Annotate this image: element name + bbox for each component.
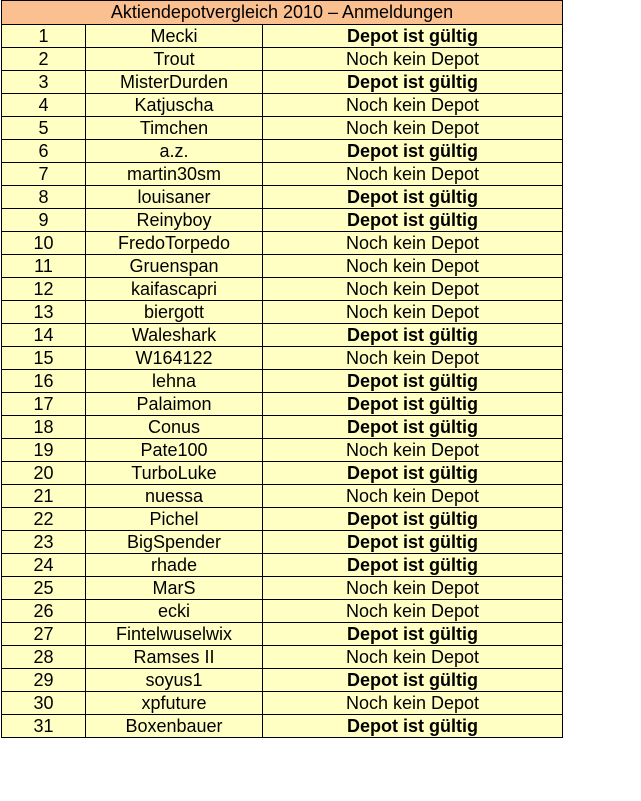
table-row (2, 347, 563, 370)
table-row (2, 623, 563, 646)
row-number: 11 (2, 255, 86, 278)
participant-name: nuessa (86, 485, 263, 508)
row-number: 6 (2, 140, 86, 163)
participant-name: MarS (86, 577, 263, 600)
table-row (2, 209, 563, 232)
depot-status: Depot ist gültig (263, 324, 563, 347)
participant-name: MisterDurden (86, 71, 263, 94)
participant-name: Ramses II (86, 646, 263, 669)
participant-name: louisaner (86, 186, 263, 209)
participant-name: Mecki (86, 25, 263, 48)
depot-status: Noch kein Depot (263, 577, 563, 600)
depot-status: Noch kein Depot (263, 600, 563, 623)
table-row (2, 278, 563, 301)
table-row (2, 531, 563, 554)
participant-name: soyus1 (86, 669, 263, 692)
table-row (2, 577, 563, 600)
participant-name: TurboLuke (86, 462, 263, 485)
participant-name: BigSpender (86, 531, 263, 554)
table-row (2, 554, 563, 577)
registrations-table (1, 0, 563, 738)
participant-name: FredoTorpedo (86, 232, 263, 255)
depot-status: Depot ist gültig (263, 370, 563, 393)
table-row (2, 600, 563, 623)
depot-status: Noch kein Depot (263, 163, 563, 186)
depot-status: Depot ist gültig (263, 416, 563, 439)
row-number: 29 (2, 669, 86, 692)
table-row (2, 439, 563, 462)
participant-name: Reinyboy (86, 209, 263, 232)
row-number: 5 (2, 117, 86, 140)
table-row (2, 508, 563, 531)
depot-status: Noch kein Depot (263, 692, 563, 715)
depot-status: Depot ist gültig (263, 140, 563, 163)
table-row (2, 416, 563, 439)
depot-status: Depot ist gültig (263, 25, 563, 48)
row-number: 12 (2, 278, 86, 301)
table-row (2, 692, 563, 715)
participant-name: xpfuture (86, 692, 263, 715)
participant-name: martin30sm (86, 163, 263, 186)
participant-name: rhade (86, 554, 263, 577)
row-number: 24 (2, 554, 86, 577)
participant-name: ecki (86, 600, 263, 623)
depot-status: Depot ist gültig (263, 531, 563, 554)
participant-name: Gruenspan (86, 255, 263, 278)
row-number: 8 (2, 186, 86, 209)
table-row (2, 140, 563, 163)
participant-name: Palaimon (86, 393, 263, 416)
row-number: 22 (2, 508, 86, 531)
row-number: 31 (2, 715, 86, 738)
depot-status: Depot ist gültig (263, 71, 563, 94)
participant-name: Waleshark (86, 324, 263, 347)
table-row (2, 48, 563, 71)
depot-status: Noch kein Depot (263, 301, 563, 324)
table-row (2, 25, 563, 48)
participant-name: Pate100 (86, 439, 263, 462)
table-row (2, 370, 563, 393)
row-number: 7 (2, 163, 86, 186)
title-row (2, 1, 563, 25)
row-number: 30 (2, 692, 86, 715)
participant-name: biergott (86, 301, 263, 324)
table-row (2, 393, 563, 416)
participant-name: Fintelwuselwix (86, 623, 263, 646)
table-row (2, 94, 563, 117)
participant-name: Katjuscha (86, 94, 263, 117)
depot-status: Noch kein Depot (263, 347, 563, 370)
row-number: 21 (2, 485, 86, 508)
depot-status: Noch kein Depot (263, 439, 563, 462)
row-number: 20 (2, 462, 86, 485)
row-number: 14 (2, 324, 86, 347)
depot-status: Depot ist gültig (263, 393, 563, 416)
table-row (2, 232, 563, 255)
row-number: 1 (2, 25, 86, 48)
row-number: 19 (2, 439, 86, 462)
table-title: Aktiendepotvergleich 2010 – Anmeldungen (2, 1, 563, 25)
row-number: 18 (2, 416, 86, 439)
depot-status: Noch kein Depot (263, 117, 563, 140)
depot-status: Depot ist gültig (263, 186, 563, 209)
row-number: 15 (2, 347, 86, 370)
table-row (2, 646, 563, 669)
table-row (2, 324, 563, 347)
row-number: 23 (2, 531, 86, 554)
table-row (2, 301, 563, 324)
depot-status: Noch kein Depot (263, 94, 563, 117)
row-number: 25 (2, 577, 86, 600)
table-row (2, 669, 563, 692)
participant-name: a.z. (86, 140, 263, 163)
row-number: 16 (2, 370, 86, 393)
table-row (2, 117, 563, 140)
participant-name: lehna (86, 370, 263, 393)
depot-status: Noch kein Depot (263, 278, 563, 301)
participant-name: Boxenbauer (86, 715, 263, 738)
depot-status: Depot ist gültig (263, 462, 563, 485)
participant-name: Conus (86, 416, 263, 439)
table-row (2, 71, 563, 94)
depot-status: Noch kein Depot (263, 485, 563, 508)
participant-name: Pichel (86, 508, 263, 531)
depot-status: Depot ist gültig (263, 623, 563, 646)
row-number: 28 (2, 646, 86, 669)
table-body (2, 25, 563, 738)
depot-status: Depot ist gültig (263, 669, 563, 692)
row-number: 10 (2, 232, 86, 255)
table-row (2, 485, 563, 508)
row-number: 17 (2, 393, 86, 416)
depot-status: Noch kein Depot (263, 232, 563, 255)
depot-status: Noch kein Depot (263, 255, 563, 278)
table-row (2, 715, 563, 738)
row-number: 3 (2, 71, 86, 94)
participant-name: Timchen (86, 117, 263, 140)
depot-status: Depot ist gültig (263, 715, 563, 738)
row-number: 2 (2, 48, 86, 71)
row-number: 26 (2, 600, 86, 623)
participant-name: Trout (86, 48, 263, 71)
table-row (2, 462, 563, 485)
depot-status: Depot ist gültig (263, 209, 563, 232)
row-number: 27 (2, 623, 86, 646)
row-number: 9 (2, 209, 86, 232)
depot-status: Depot ist gültig (263, 554, 563, 577)
depot-status: Noch kein Depot (263, 646, 563, 669)
row-number: 13 (2, 301, 86, 324)
table-row (2, 163, 563, 186)
table-row (2, 255, 563, 278)
table-row (2, 186, 563, 209)
participant-name: W164122 (86, 347, 263, 370)
participant-name: kaifascapri (86, 278, 263, 301)
depot-status: Depot ist gültig (263, 508, 563, 531)
depot-status: Noch kein Depot (263, 48, 563, 71)
row-number: 4 (2, 94, 86, 117)
